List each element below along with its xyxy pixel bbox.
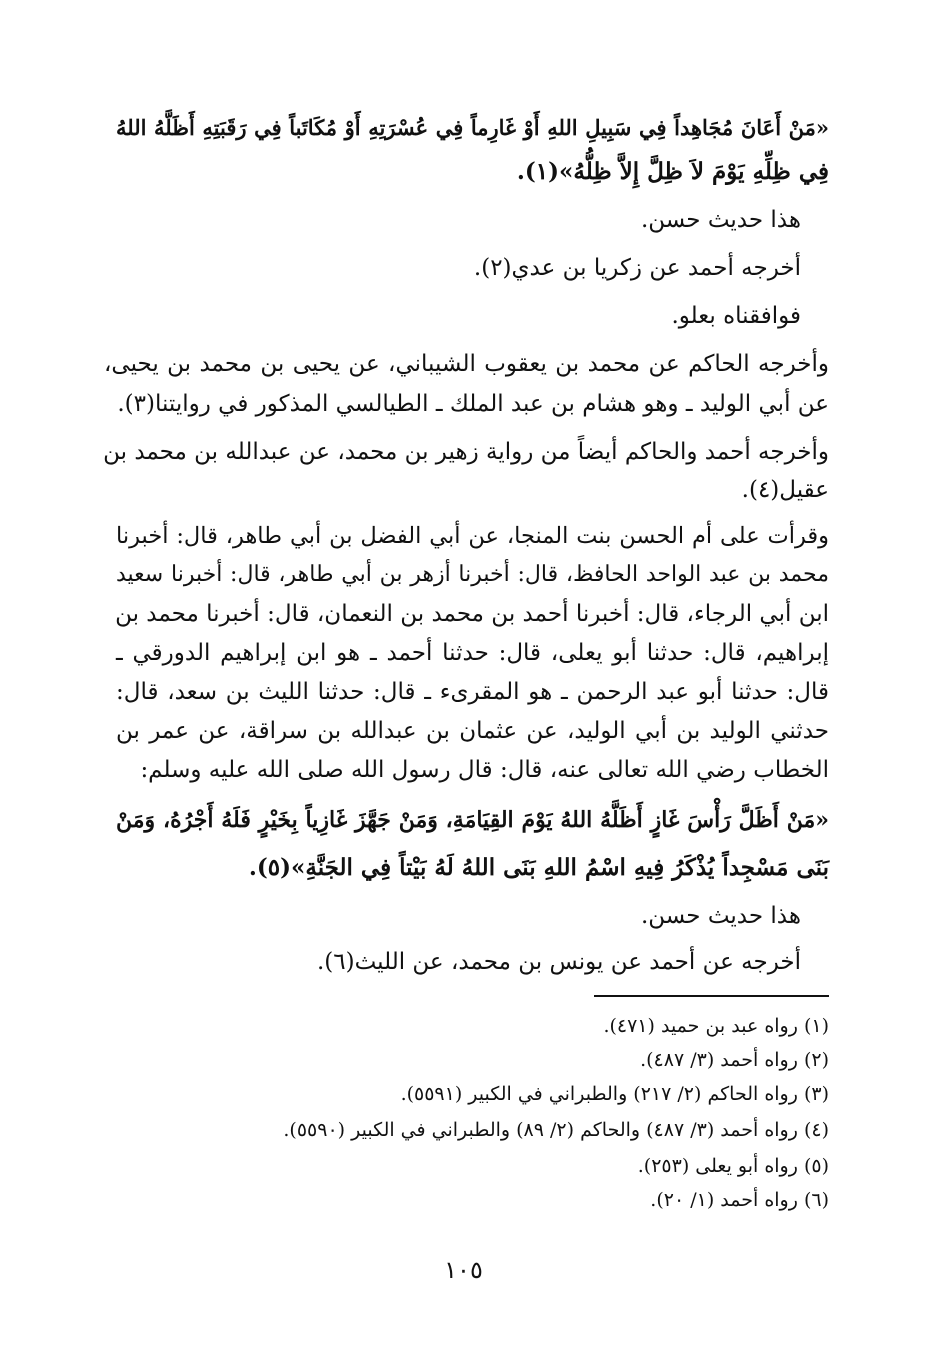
takhrij-1: أخرجه أحمد عن زكريا بن عدي(٢). xyxy=(473,255,801,281)
footnote-6: (٦) رواه أحمد (١/ ٢٠). xyxy=(650,1189,829,1211)
footnote-2: (٢) رواه أحمد (٣/ ٤٨٧). xyxy=(640,1049,829,1071)
note-1: فوافقناه بعلو. xyxy=(671,303,801,329)
hadith-2-line-2: بَنَى مَسْجِداً يُذْكَرُ فِيهِ اسْمُ اللهِ بَنَى اللهُ لَهُ بَيْتاً فِي الجَنَّةِ»(٥). xyxy=(248,854,829,881)
isnad-line-2: محمد بن عبد الواحد الحافظ، قال: أخبرنا أزهر بن أبي طاهر، قال: أخبرنا سعيد xyxy=(116,562,829,587)
ahmad-line-2: عقيل(٤). xyxy=(741,477,829,503)
isnad-line-7: الخطاب رضي الله تعالى عنه، قال: قال رسول الله صلى الله عليه وسلم: xyxy=(140,757,829,783)
page-number: ١٠٥ xyxy=(444,1256,483,1284)
isnad-line-5: قال: حدثنا أبو عبد الرحمن ـ هو المقرىء ـ قال: حدثنا الليث بن سعد، قال: xyxy=(116,679,829,705)
footnote-5: (٥) رواه أبو يعلى (٢٥٣). xyxy=(637,1155,829,1177)
hadith-1-line-1: «مَنْ أَعَانَ مُجَاهِداً فِي سَبِيلِ اللهِ أَوْ غَارِماً فِي عُسْرَتِهِ أَوْ مُكَاتَباً فِي رَقَبَتِهِ أَظَلَّهُ اللهُ xyxy=(116,115,829,140)
footnote-3: (٣) رواه الحاكم (٢/ ٢١٧) والطبراني في الكبير (٥٥٩١). xyxy=(400,1083,829,1105)
footnote-separator xyxy=(594,995,829,997)
hadith-2-line-1: «مَنْ أَظَلَّ رَأْسَ غَازٍ أَظَلَّهُ اللهُ يَوْمَ القِيَامَةِ، وَمَنْ جَهَّزَ غَازِياً بِخَيْرٍ فَلَهُ أَجْرُهُ، وَمَنْ xyxy=(116,807,829,833)
ahmad-line-1: وأخرجه أحمد والحاكم أيضاً من رواية زهير بن محمد، عن عبدالله بن محمد بن xyxy=(103,439,829,465)
footnote-1: (١) رواه عبد بن حميد (٤٧١). xyxy=(603,1015,829,1037)
hakim-line-1: وأخرجه الحاكم عن محمد بن يعقوب الشيباني، عن يحيى بن محمد بن يحيى، xyxy=(104,351,829,377)
hadith-1-line-2: فِي ظِلِّهِ يَوْمَ لاَ ظِلَّ إِلاَّ ظِلُّهُ»(١). xyxy=(516,158,829,185)
hakim-line-2: عن أبي الوليد ـ وهو هشام بن عبد الملك ـ الطيالسي المذكور في روايتنا(٣). xyxy=(117,391,829,417)
takhrij-2: أخرجه عن أحمد عن يونس بن محمد، عن الليث(٦). xyxy=(316,949,801,975)
isnad-line-4: إبراهيم، قال: حدثنا أبو يعلى، قال: حدثنا أحمد ـ هو ابن إبراهيم الدورقي ـ xyxy=(116,640,829,666)
footnote-4: (٤) رواه أحمد (٣/ ٤٨٧) والحاكم (٢/ ٨٩) والطبراني في الكبير (٥٥٩٠). xyxy=(283,1119,829,1141)
isnad-line-1: وقرأت على أم الحسن بنت المنجا، عن أبي الفضل بن أبي طاهر، قال: أخبرنا xyxy=(116,523,829,549)
isnad-line-3: ابن أبي الرجاء، قال: أخبرنا أحمد بن محمد بن النعمان، قال: أخبرنا محمد بن xyxy=(115,601,829,627)
grade-1: هذا حديث حسن. xyxy=(640,207,801,233)
grade-2: هذا حديث حسن. xyxy=(640,903,801,929)
isnad-line-6: حدثني الوليد بن أبي الوليد، عن عثمان بن عبدالله بن سراقة، عن عمر بن xyxy=(116,718,829,744)
